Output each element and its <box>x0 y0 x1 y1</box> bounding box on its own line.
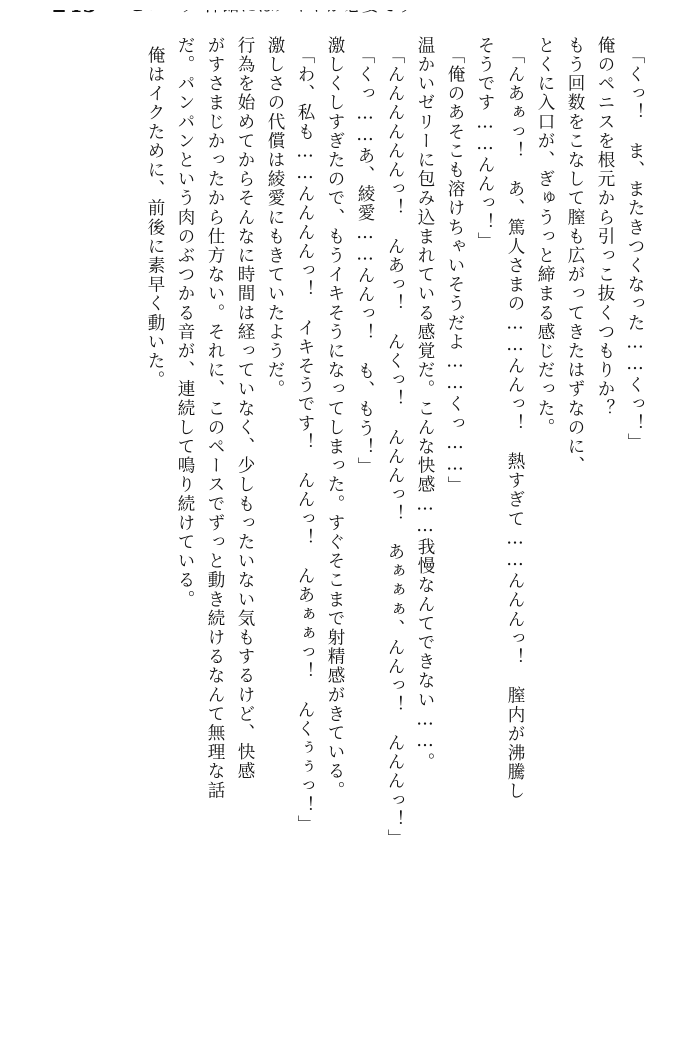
text-line: 激しくしすぎたので、もうイキそうになってしまった。すぐそこまで射精感がきている。 <box>325 36 345 800</box>
vertical-text-body <box>0 36 679 1046</box>
text-line: がすさまじかったから仕方ない。それに、このペースでずっと動き続けるなんて無理な話 <box>205 36 225 800</box>
text-line: 「わ、私も……んんんんっ！ イキそうです！ んんっ！ んあぁぁっ！ んくぅぅっ！」 <box>295 46 315 835</box>
text-line: 行為を始めてからそんなに時間は経っていなく、少しもったいない気もするけど、快感 <box>235 36 255 781</box>
text-line: もう回数をこなして膣も広がってきたはずなのに、 <box>565 36 585 476</box>
text-line: 俺はイクために、前後に素早く動いた。 <box>145 46 165 390</box>
text-line: 俺のペニスを根元から引っこ抜くつもりか？ <box>595 36 615 418</box>
text-line: 「くっ！ ま、またきつくなった……くっ！」 <box>625 46 645 453</box>
text-line: 「俺のあそこも溶けちゃいそうだよ……くっ……」 <box>445 46 465 496</box>
text-line: 「くっ……あ、綾愛……んんっ！ も、もう！」 <box>355 46 375 477</box>
text-line: とくに入口が、ぎゅうっと締まる感じだった。 <box>535 36 555 438</box>
text-line: 激しさの代償は綾愛にもきていたようだ。 <box>265 36 285 399</box>
text-line: 「んんんんんんっ！ んあっ！ んくっ！ んんんっ！ あぁぁぁ、んんっ！ んんんっ！」 <box>385 46 405 849</box>
text-line: 「んあぁっ！ あ、篤人さまの……んんっ！ 熱すぎて……んんんっ！ 膣内が沸騰し <box>505 46 525 801</box>
page-header <box>0 0 679 26</box>
text-line: 温かいゼリーに包み込まれている感覚だ。こんな快感……我慢なんてできない……。 <box>415 36 435 772</box>
text-line: だ。パンパンという肉のぶつかる音が、連続して鳴り続けている。 <box>175 36 195 609</box>
header-top-clip <box>0 0 679 10</box>
text-line: そうです……んんっ！」 <box>475 36 495 252</box>
